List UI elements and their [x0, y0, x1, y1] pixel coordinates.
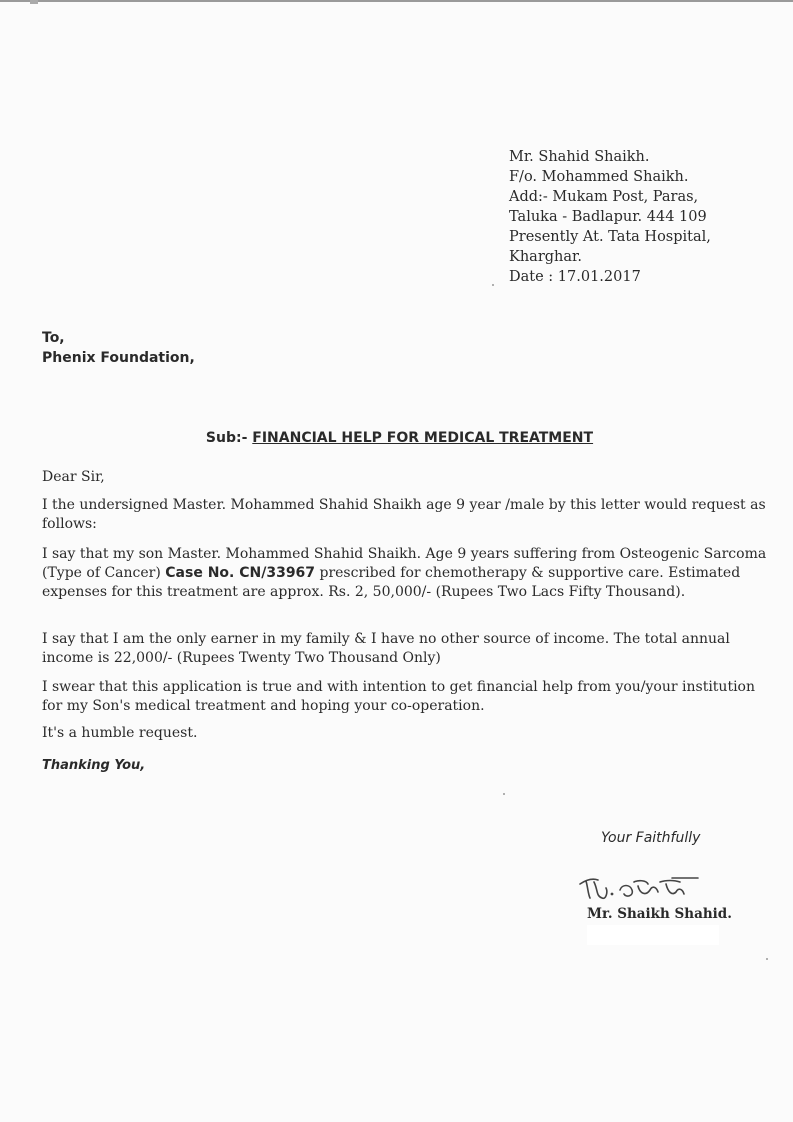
page-top-edge [0, 0, 793, 2]
subject-prefix: Sub:- [205, 430, 253, 446]
recipient-to: To, [42, 330, 65, 346]
paragraph-declaration: I swear that this application is true and with intention to get financial help from you/your institution for my Son's medical treatment and hoping your co-operation. [42, 679, 755, 714]
scan-speck [503, 793, 505, 795]
signer-name: Mr. Shaikh Shahid. [587, 906, 732, 922]
sender-address-line-1: Add:- Mukam Post, Paras, [509, 189, 699, 205]
page-edge-mark [30, 0, 38, 4]
sender-address-line-2: Taluka - Badlapur. 444 109 [509, 209, 707, 225]
letter-date: Date : 17.01.2017 [509, 269, 641, 285]
scan-speck [766, 958, 768, 960]
sender-father: F/o. Mohammed Shaikh. [509, 169, 689, 185]
diagnosis-text-1: I say that my son Master. Mohammed Shahid Shaikh. Age 9 years suffering from Osteogenic Sarcoma (Type of Cancer) [42, 546, 767, 581]
subject-line [0, 430, 793, 446]
diagnosis-text-2: prescribed for chemotherapy & supportive care. Estimated expenses for this treatment are approx. Rs. 2, 50,000/- (Rupees Two Lacs Fifty Thousand). [42, 565, 741, 600]
sender-city: Kharghar. [509, 249, 582, 265]
case-number: Case No. CN/33967 [165, 565, 316, 581]
redacted-area [587, 925, 719, 945]
closing-line: Your Faithfully [601, 830, 701, 846]
subject-text: FINANCIAL HELP FOR MEDICAL TREATMENT [252, 430, 594, 446]
paragraph-request: I the undersigned Master. Mohammed Shahid Shaikh age 9 year /male by this letter would request as follows: [42, 497, 766, 532]
scan-speck [492, 284, 494, 286]
paragraph-income: I say that I am the only earner in my family & I have no other source of income. The total annual income is 22,000/- (Rupees Twenty Two Thousand Only) [42, 631, 730, 666]
thanking-you: Thanking You, [42, 758, 146, 773]
handwritten-signature [576, 868, 706, 904]
sender-address-block [509, 147, 711, 287]
recipient-block [42, 328, 195, 368]
paragraph-humble-request: It's a humble request. [42, 725, 198, 741]
recipient-name: Phenix Foundation, [42, 350, 195, 366]
sender-present-address: Presently At. Tata Hospital, [509, 229, 711, 245]
sender-name: Mr. Shahid Shaikh. [509, 149, 650, 165]
salutation: Dear Sir, [42, 469, 105, 485]
paragraph-diagnosis [42, 545, 772, 602]
